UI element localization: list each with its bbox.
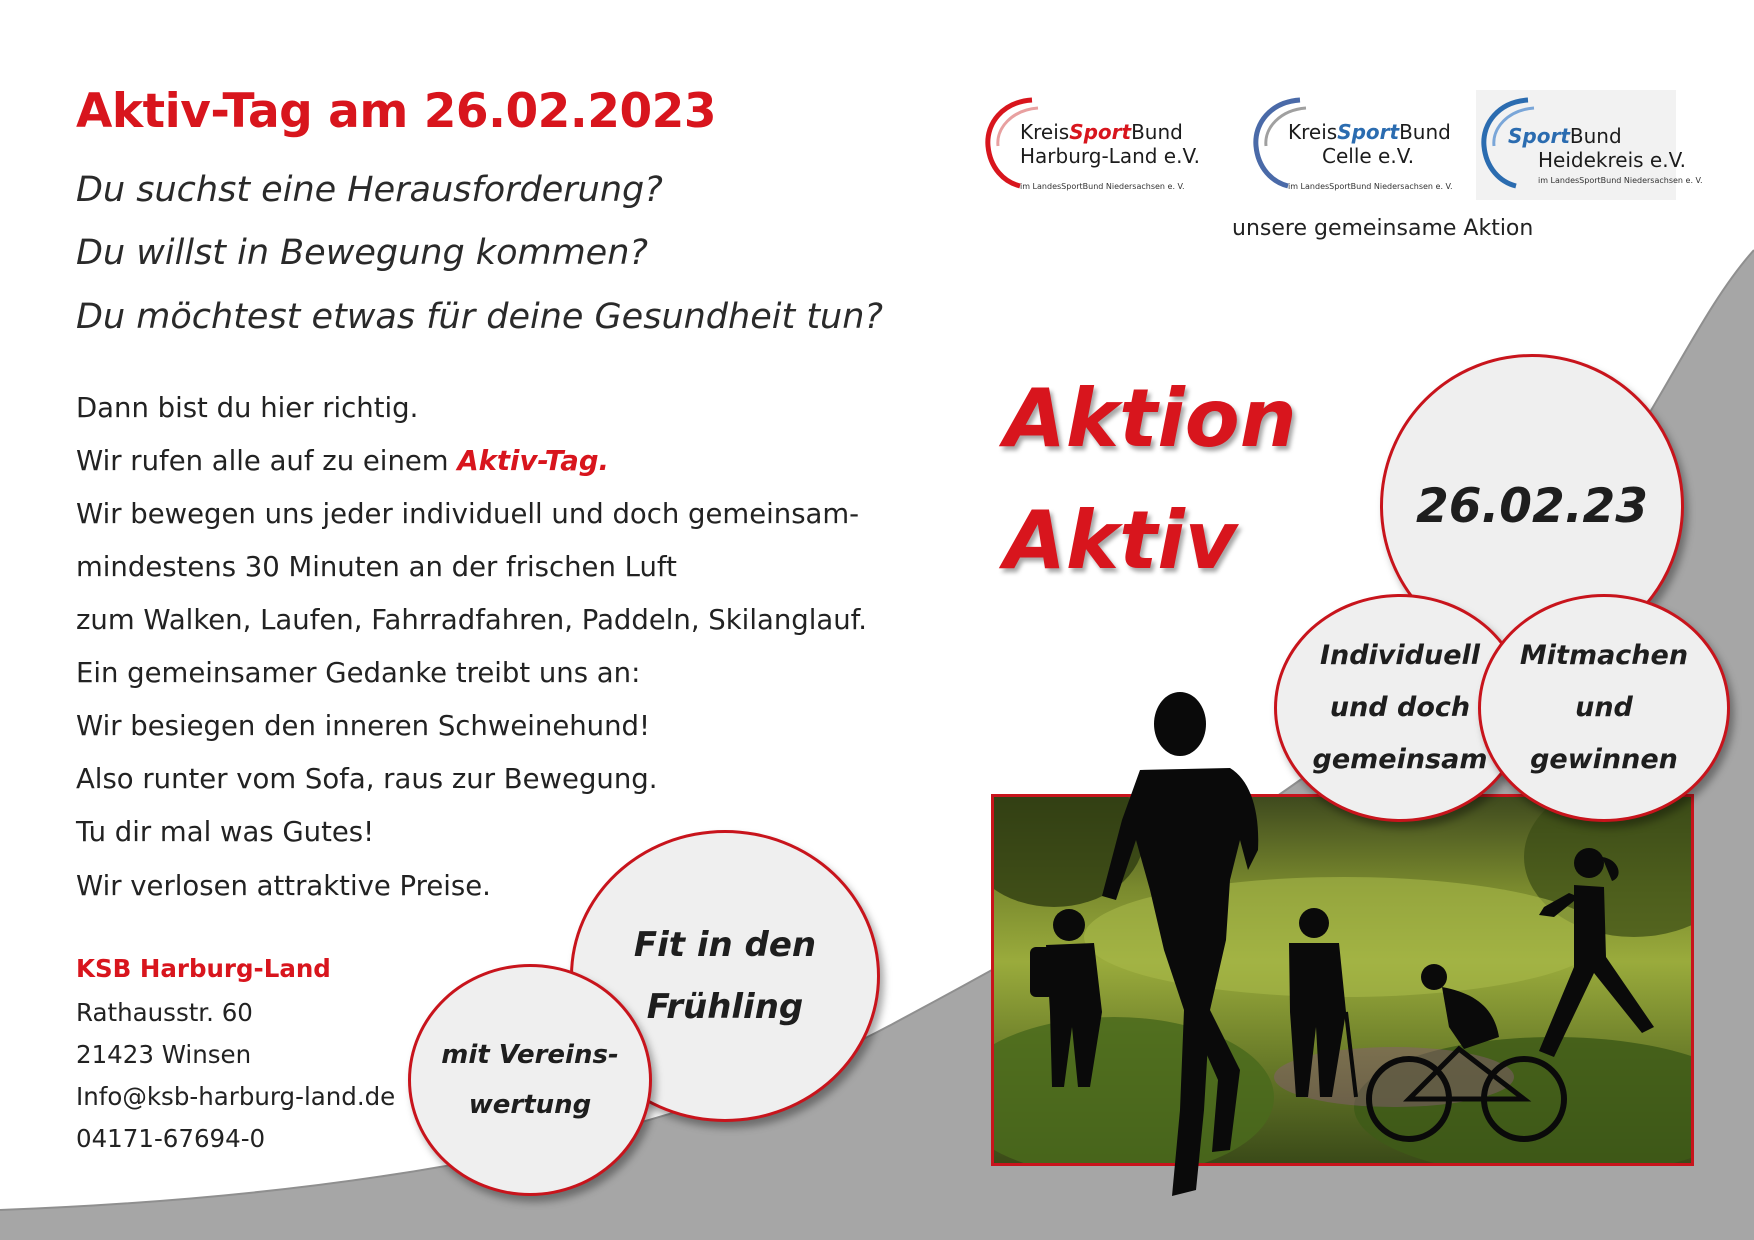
body-line-9: Tu dir mal was Gutes! — [76, 816, 375, 848]
body-line-4: mindestens 30 Minuten an der frischen Luft — [76, 551, 677, 583]
celle-line1 — [1288, 120, 1451, 144]
headline-aktiv: Aktiv — [1004, 494, 1237, 587]
harburg-sport: Sport — [1069, 120, 1132, 144]
celle-kreis: Kreis — [1288, 120, 1338, 144]
body-line-10: Wir verlosen attraktive Preise. — [76, 870, 491, 902]
body-line-2 — [76, 445, 609, 477]
harburg-kreis: Kreis — [1020, 120, 1070, 144]
harburg-bund: Bund — [1131, 120, 1183, 144]
verein-line-2: wertung — [468, 1090, 592, 1120]
verein-line-1: mit Vereins- — [441, 1040, 619, 1070]
logo-ksb-celle — [1248, 90, 1488, 200]
logo-sb-heidekreis — [1476, 90, 1703, 200]
contact-email[interactable]: Info@ksb-harburg-land.de — [76, 1082, 396, 1111]
runner-silhouette — [1100, 690, 1300, 1210]
heidekreis-small: im LandesSportBund Niedersachsen e. V. — [1538, 176, 1703, 185]
logo-ksb-harburg-land — [980, 90, 1220, 200]
contact-street: Rathausstr. 60 — [76, 998, 253, 1027]
heidekreis-line2: Heidekreis e.V. — [1538, 148, 1687, 172]
mitmachen-line-3: gewinnen — [1530, 744, 1678, 775]
page-title: Aktiv-Tag am 26.02.2023 — [76, 84, 717, 139]
logos-caption: unsere gemeinsame Aktion — [1232, 216, 1534, 241]
mitmachen-line-1: Mitmachen — [1519, 640, 1689, 671]
body-line-8: Also runter vom Sofa, raus zur Bewegung. — [76, 763, 658, 795]
individuell-line-2: und doch — [1329, 692, 1471, 723]
mitmachen-circle — [1478, 594, 1730, 822]
contact-city: 21423 Winsen — [76, 1040, 252, 1069]
meadow-scene — [994, 797, 1691, 1163]
celle-bund: Bund — [1399, 120, 1451, 144]
headline-aktion: Aktion — [1004, 372, 1297, 465]
question-3: Du möchtest etwas für deine Gesundheit tun? — [76, 297, 883, 337]
aktiv-tag-highlight: Aktiv-Tag. — [457, 445, 609, 477]
celle-line2: Celle e.V. — [1322, 144, 1415, 168]
question-2: Du willst in Bewegung kommen? — [76, 233, 648, 273]
body-line-1: Dann bist du hier richtig. — [76, 392, 419, 424]
body-line-6: Ein gemeinsamer Gedanke treibt uns an: — [76, 657, 641, 689]
outdoor-photo — [991, 794, 1694, 1166]
question-1: Du suchst eine Herausforderung? — [76, 170, 663, 210]
heidekreis-line1 — [1508, 124, 1622, 148]
celle-sport: Sport — [1337, 120, 1400, 144]
fit-line-1: Fit in den — [633, 925, 817, 965]
individuell-line-1: Individuell — [1319, 640, 1481, 671]
date-text: 26.02.23 — [1416, 478, 1648, 534]
contact-name: KSB Harburg-Land — [76, 954, 331, 983]
harburg-small: im LandesSportBund Niedersachsen e. V. — [1020, 182, 1185, 191]
body-line-3: Wir bewegen uns jeder individuell und doch gemeinsam- — [76, 498, 860, 530]
heidekreis-bund: Bund — [1569, 124, 1622, 148]
verein-circle — [408, 964, 652, 1196]
body-line-2-prefix: Wir rufen alle auf zu einem — [76, 445, 458, 477]
contact-phone: 04171-67694-0 — [76, 1124, 266, 1153]
harburg-line2: Harburg-Land e.V. — [1020, 144, 1200, 168]
fit-line-2: Frühling — [646, 987, 804, 1027]
body-line-7: Wir besiegen den inneren Schweinehund! — [76, 710, 651, 742]
celle-small: im LandesSportBund Niedersachsen e. V. — [1288, 182, 1453, 191]
harburg-line1 — [1020, 120, 1183, 144]
mitmachen-line-2: und — [1575, 692, 1633, 723]
body-line-5: zum Walken, Laufen, Fahrradfahren, Paddeln, Skilanglauf. — [76, 604, 868, 636]
individuell-line-3: gemeinsam — [1312, 744, 1488, 775]
heidekreis-sport: Sport — [1508, 124, 1570, 148]
